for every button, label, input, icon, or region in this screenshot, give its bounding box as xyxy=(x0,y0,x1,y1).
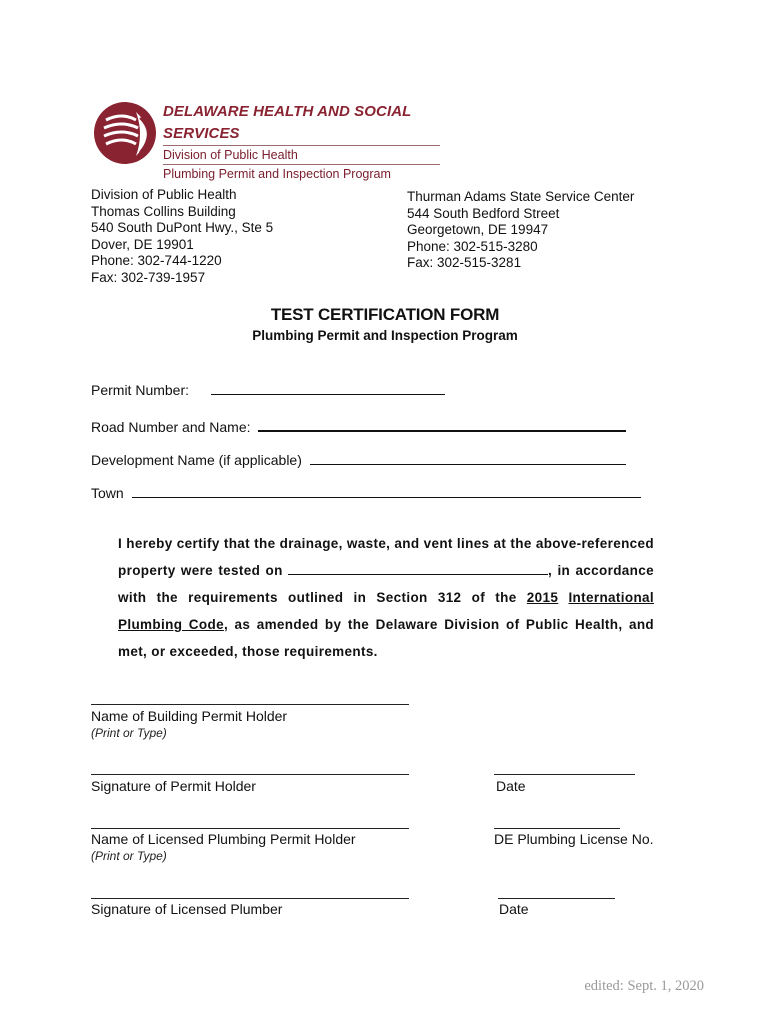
code-year: 2015 xyxy=(526,590,559,605)
cert-text-3: , as amended by the Delaware Division of Public Health, and met, or exceeded, those requirements. xyxy=(118,617,655,659)
road-field[interactable] xyxy=(258,416,626,432)
test-date-field[interactable] xyxy=(288,562,548,575)
address-line: Thurman Adams State Service Center xyxy=(407,189,635,204)
plumber-name-line[interactable] xyxy=(91,828,409,829)
address-line: Thomas Collins Building xyxy=(91,203,236,219)
holder-date-line[interactable] xyxy=(494,774,635,775)
address-line: Phone: 302-744-1220 xyxy=(91,253,222,268)
development-field[interactable] xyxy=(310,450,626,465)
plumber-signature-line[interactable] xyxy=(91,898,409,899)
town-row xyxy=(91,483,641,501)
address-line: Dover, DE 19901 xyxy=(91,236,194,252)
address-line: 544 South Bedford Street xyxy=(407,205,560,221)
plumber-date-label: Date xyxy=(499,901,529,917)
holder-name-line[interactable] xyxy=(91,704,409,705)
plumber-signature-label: Signature of Licensed Plumber xyxy=(91,901,283,917)
cert-comma: , xyxy=(548,563,553,578)
license-number-line[interactable] xyxy=(494,828,620,829)
town-field[interactable] xyxy=(132,483,641,498)
holder-date-label: Date xyxy=(496,778,526,794)
license-number-label: DE Plumbing License No. xyxy=(494,831,654,847)
address-right xyxy=(407,189,634,272)
dhss-seal-icon xyxy=(92,98,162,168)
permit-number-field[interactable] xyxy=(211,380,445,395)
plumber-name-label: Name of Licensed Plumbing Permit Holder xyxy=(91,831,356,847)
address-line: 540 South DuPont Hwy., Ste 5 xyxy=(91,220,274,235)
edited-date: edited: Sept. 1, 2020 xyxy=(584,978,704,994)
plumber-date-line[interactable] xyxy=(498,898,615,899)
code-name: International Plumbing Code xyxy=(118,590,655,632)
agency-block xyxy=(163,101,443,183)
address-line: Division of Public Health xyxy=(91,187,237,202)
cert-text-2: in accordance with the requirements outlined in Section 312 of the xyxy=(118,563,654,605)
certification-statement xyxy=(118,530,654,665)
form-title: TEST CERTIFICATION FORM xyxy=(270,305,500,324)
agency-name: DELAWARE HEALTH AND SOCIAL SERVICES xyxy=(163,103,412,142)
address-line: Fax: 302-515-3281 xyxy=(407,255,522,270)
town-label: Town xyxy=(91,485,124,501)
print-note: (Print or Type) xyxy=(91,726,167,740)
division-name: Division of Public Health xyxy=(163,148,298,162)
road-row xyxy=(91,416,626,435)
holder-name-label: Name of Building Permit Holder xyxy=(91,708,288,724)
holder-signature-label: Signature of Permit Holder xyxy=(91,778,256,794)
road-label: Road Number and Name: xyxy=(91,419,251,435)
print-note: (Print or Type) xyxy=(91,849,167,863)
permit-number-row xyxy=(91,380,445,398)
permit-number-label: Permit Number: xyxy=(91,382,190,398)
cert-text-1: I hereby certify that the drainage, waste, and vent lines at the above-referenced property were tested on xyxy=(118,536,654,578)
address-line: Georgetown, DE 19947 xyxy=(407,222,549,237)
development-row xyxy=(91,450,626,468)
address-left xyxy=(91,187,273,286)
address-line: Fax: 302-739-1957 xyxy=(91,269,206,285)
form-subtitle: Plumbing Permit and Inspection Program xyxy=(252,328,518,343)
holder-signature-line[interactable] xyxy=(91,774,409,775)
development-label: Development Name (if applicable) xyxy=(91,452,302,468)
program-name: Plumbing Permit and Inspection Program xyxy=(163,167,391,181)
address-line: Phone: 302-515-3280 xyxy=(407,238,538,254)
